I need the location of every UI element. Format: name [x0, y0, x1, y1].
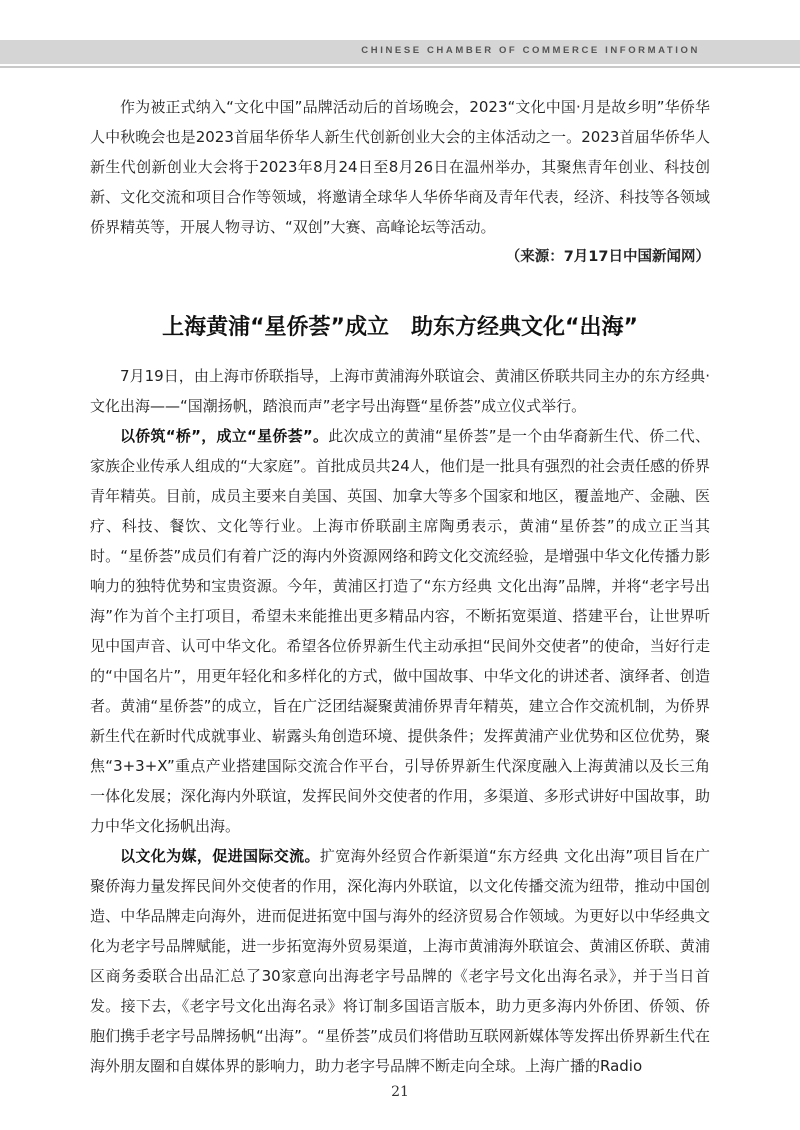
page-content	[90, 92, 710, 1081]
article-paragraph-1: 7月19日，由上海市侨联指导，上海市黄浦海外联谊会、黄浦区侨联共同主办的东方经典·文化出海——“国潮扬帆，踏浪而声”老字号出海暨“星侨荟”成立仪式举行。	[90, 367, 710, 415]
article-title: 上海黄浦“星侨荟”成立 助东方经典文化“出海”	[162, 315, 638, 340]
paragraph-3-lead: 以文化为媒，促进国际交流。	[120, 847, 320, 865]
paragraph-2-lead: 以侨筑“桥”，成立“星侨荟”。	[120, 427, 329, 445]
running-header: CHINESE CHAMBER OF COMMERCE INFORMATION	[361, 45, 700, 56]
paragraph-3-body: 扩宽海外经贸合作新渠道“东方经典 文化出海”项目旨在广聚侨海力量发挥民间外交使者的作用，深化海内外联谊，以文化传播交流为纽带，推动中国创造、中华品牌走向海外，进而促进拓宽中国与海外的经济贸易合作领域。为更好以中华经典文化为老字号品牌赋能，进一步拓宽海外贸易渠道，上海市黄浦海外联谊会、黄浦区侨联、黄浦区商务委联合出品汇总了30家意向出海老字号品牌的《老字号文化出海名录》，并于当日首发。接下去，《老字号文化出海名录》将订制多国语言版本，助力更多海内外侨团、侨领、侨胞们携手老字号品牌扬帆“出海”。“星侨荟”成员们将借助互联网新媒体等发挥出侨界新生代在海外朋友圈和自媒体界的影响力，助力老字号品牌不断走向全球。上海广播的Radio	[90, 847, 710, 1075]
article-paragraph-3	[90, 841, 710, 1081]
page-number: 21	[391, 1084, 409, 1100]
article-paragraph-2	[90, 421, 710, 841]
header-rule	[0, 66, 800, 68]
intro-paragraph: 作为被正式纳入“文化中国”品牌活动后的首场晚会，2023“文化中国·月是故乡明”华侨华人中秋晚会也是2023首届华侨华人新生代创新创业大会的主体活动之一。2023首届华侨华人新生代创新创业大会将于2023年8月24日至8月26日在温州举办，其聚焦青年创业、科技创新、文化交流和项目合作等领域，将邀请全球华人华侨华商及青年代表，经济、科技等各领域侨界精英等，开展人物寻访、“双创”大赛、高峰论坛等活动。	[90, 98, 710, 236]
paragraph-2-body: 此次成立的黄浦“星侨荟”是一个由华裔新生代、侨二代、家族企业传承人组成的“大家庭”。首批成员共24人，他们是一批具有强烈的社会责任感的侨界青年精英。目前，成员主要来自美国、英国、加拿大等多个国家和地区，覆盖地产、金融、医疗、科技、餐饮、文化等行业。上海市侨联副主席陶勇表示，黄浦“星侨荟”的成立正当其时。“星侨荟”成员们有着广泛的海内外资源网络和跨文化交流经验，是增强中华文化传播力影响力的独特优势和宝贵资源。今年，黄浦区打造了“东方经典 文化出海”品牌，并将“老字号出海”作为首个主打项目，希望未来能推出更多精品内容，不断拓宽渠道、搭建平台，让世界听见中国声音、认可中华文化。希望各位侨界新生代主动承担“民间外交使者”的使命，当好行走的“中国名片”，用更年轻化和多样化的方式，做中国故事、中华文化的讲述者、演绎者、创造者。黄浦“星侨荟”的成立，旨在广泛团结凝聚黄浦侨界青年精英，建立合作交流机制，为侨界新生代在新时代成就事业、崭露头角创造环境、提供条件；发挥黄浦产业优势和区位优势，聚焦“3+3+X”重点产业搭建国际交流合作平台，引导侨界新生代深度融入上海黄浦以及长三角一体化发展；深化海内外联谊，发挥民间外交使者的作用，多渠道、多形式讲好中国故事，助力中华文化扬帆出海。	[90, 427, 711, 835]
source-citation: （来源：7月17日中国新闻网）	[505, 249, 710, 265]
